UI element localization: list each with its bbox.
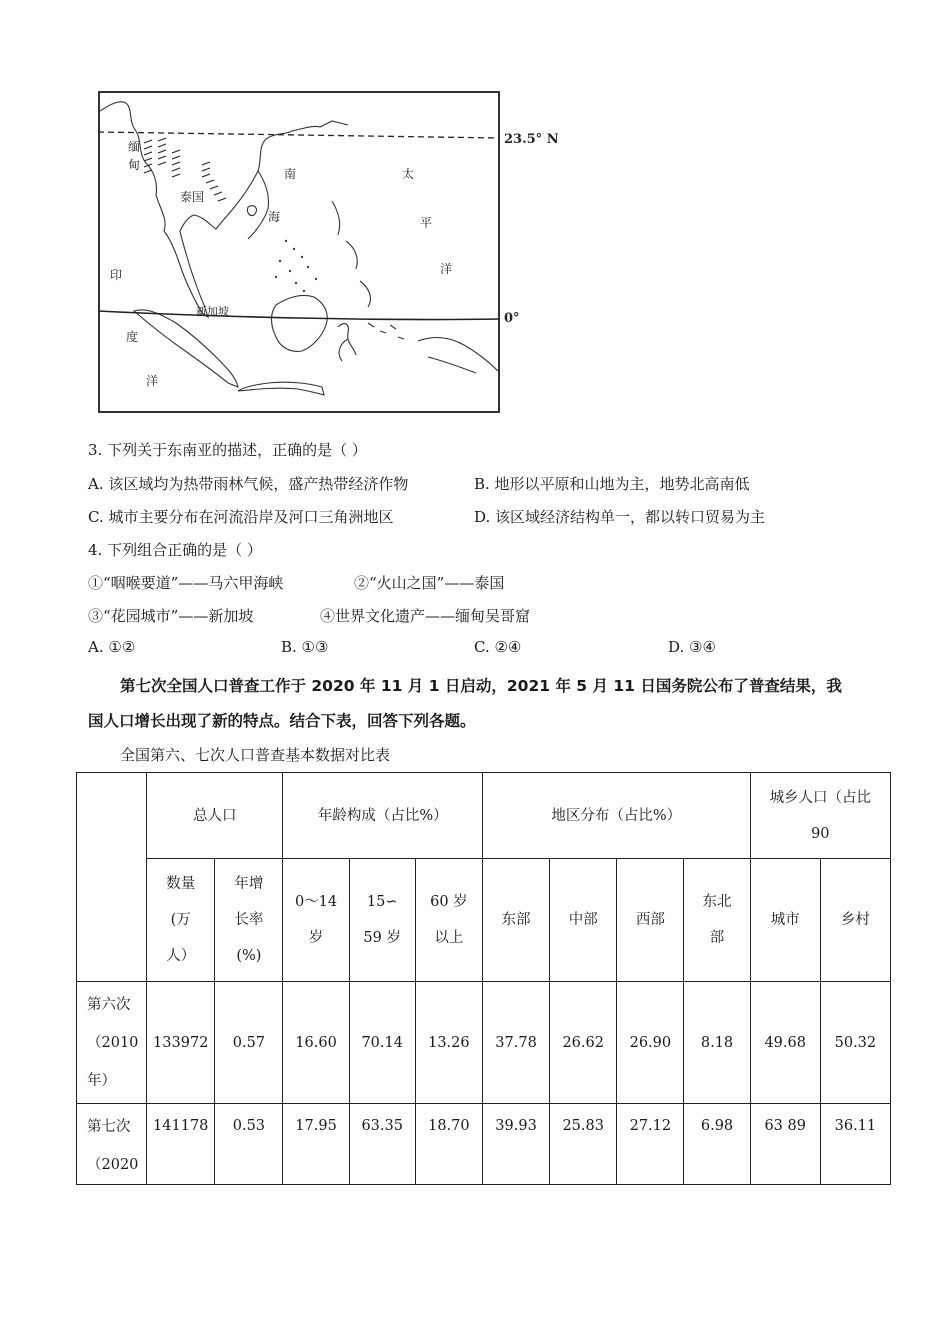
- q3-option-b: B. 地形以平原和山地为主，地势北高南低: [474, 475, 750, 493]
- map-label-hai: 海: [268, 210, 281, 224]
- q4-option-b: B. ①③: [281, 638, 329, 656]
- subheader-age-60-plus: [415, 859, 482, 982]
- row-label-sixth: [77, 982, 147, 1104]
- cell-7-age1: 17.95: [283, 1104, 349, 1185]
- cell-7-northeast: 6.98: [684, 1104, 750, 1185]
- intro-line-2: 国人口增长出现了新的特点。结合下表，回答下列各题。: [88, 712, 476, 730]
- map-label-yin: 印: [110, 268, 123, 282]
- subheader-count-line-3: 人）: [166, 948, 196, 964]
- subheader-west: 西部: [617, 859, 684, 982]
- subheader-ne-line-1: 东北: [702, 894, 732, 910]
- q4-option-d: D. ③④: [668, 638, 716, 656]
- map-label-du: 度: [126, 330, 139, 344]
- subheader-age3-line-1: 60 岁: [430, 894, 468, 910]
- map-label-nan: 南: [284, 167, 297, 181]
- cell-6-rate: 0.57: [215, 982, 283, 1104]
- header-urban-rural-line-2: 90: [811, 825, 830, 842]
- row-label-sixth-line-3: 年）: [87, 1073, 116, 1089]
- map-label-yang-pacific: 洋: [440, 262, 453, 276]
- tropic-of-cancer-label: 23.5° N: [504, 132, 559, 147]
- q4-item-3: ③“花园城市”——新加坡: [88, 607, 254, 625]
- subheader-age1-line-2: 岁: [308, 930, 324, 946]
- cell-7-city: 63 89: [750, 1104, 820, 1185]
- row-label-seventh-line-1: 第七次: [87, 1119, 131, 1135]
- map-label-thailand: 泰国: [180, 190, 205, 204]
- table-row-sixth-census: [77, 982, 891, 1104]
- subheader-count: [147, 859, 215, 982]
- cell-6-west: 26.90: [617, 982, 684, 1104]
- map-label-myanmar-2: 甸: [128, 158, 141, 172]
- map-label-yang-indian: 洋: [146, 374, 159, 388]
- cell-7-count: 141178: [147, 1104, 215, 1185]
- table-corner-cell: [77, 773, 147, 982]
- subheader-growth-rate: [215, 859, 283, 982]
- table-caption: 全国第六、七次人口普查基本数据对比表: [120, 746, 391, 764]
- subheader-count-line-1: 数量: [166, 876, 196, 892]
- map-label-tai: 太: [402, 167, 415, 181]
- equator-label: 0°: [504, 311, 520, 326]
- map-outline-drawing: [98, 91, 500, 413]
- cell-7-west: 27.12: [617, 1104, 684, 1185]
- subheader-ne-line-2: 部: [709, 930, 725, 946]
- q4-option-a: A. ①②: [88, 638, 136, 656]
- cell-6-northeast: 8.18: [684, 982, 750, 1104]
- cell-6-age2: 70.14: [349, 982, 415, 1104]
- row-label-seventh: [77, 1104, 147, 1185]
- header-urban-rural: [750, 773, 890, 859]
- subheader-age-0-14: [283, 859, 349, 982]
- subheader-age2-line-2: 59 岁: [363, 930, 401, 946]
- cell-6-rural: 50.32: [820, 982, 890, 1104]
- cell-7-age2: 63.35: [349, 1104, 415, 1185]
- header-region-distribution: 地区分布（占比%）: [482, 773, 750, 859]
- q3-option-a: A. 该区域均为热带雨林气候，盛产热带经济作物: [88, 475, 409, 493]
- q4-option-c: C. ②④: [474, 638, 522, 656]
- q4-item-4: ④世界文化遗产——缅甸吴哥窟: [320, 607, 531, 625]
- q4-item-2: ②“火山之国”——泰国: [354, 574, 505, 592]
- subheader-east: 东部: [482, 859, 549, 982]
- header-total-population: 总人口: [147, 773, 283, 859]
- cell-6-central: 26.62: [550, 982, 617, 1104]
- cell-7-age3: 18.70: [415, 1104, 482, 1185]
- row-label-sixth-line-2: （2010: [87, 1035, 139, 1051]
- cell-6-east: 37.78: [482, 982, 549, 1104]
- row-label-sixth-line-1: 第六次: [87, 997, 131, 1013]
- subheader-rate-line-3: (%): [236, 948, 262, 964]
- map-label-ping: 平: [420, 216, 433, 230]
- cell-6-count: 133972: [147, 982, 215, 1104]
- cell-7-rural: 36.11: [820, 1104, 890, 1185]
- census-table: [76, 772, 891, 1185]
- q4-stem: 4. 下列组合正确的是（ ）: [88, 541, 262, 559]
- cell-6-age3: 13.26: [415, 982, 482, 1104]
- q3-option-d: D. 该区域经济结构单一，都以转口贸易为主: [474, 508, 766, 526]
- header-age-structure: 年龄构成（占比%）: [283, 773, 483, 859]
- subheader-age2-line-1: 15∽: [366, 894, 398, 910]
- subheader-rural: 乡村: [820, 859, 890, 982]
- map-label-myanmar-1: 缅: [128, 140, 141, 154]
- cell-7-east: 39.93: [482, 1104, 549, 1185]
- header-urban-rural-line-1: 城乡人口（占比: [769, 789, 872, 806]
- subheader-central: 中部: [550, 859, 617, 982]
- subheader-age-15-59: [349, 859, 415, 982]
- cell-7-rate: 0.53: [215, 1104, 283, 1185]
- cell-7-central: 25.83: [550, 1104, 617, 1185]
- intro-line-1: 第七次全国人口普查工作于 2020 年 11 月 1 日启动，2021 年 5 月 11 日国务院公布了普查结果，我: [120, 677, 842, 695]
- subheader-rate-line-1: 年增: [234, 876, 264, 892]
- map-label-singapore: 新加坡: [196, 305, 229, 318]
- subheader-northeast: [684, 859, 750, 982]
- cell-6-city: 49.68: [750, 982, 820, 1104]
- cell-6-age1: 16.60: [283, 982, 349, 1104]
- table-row-seventh-census: [77, 1104, 891, 1185]
- q3-option-c: C. 城市主要分布在河流沿岸及河口三角洲地区: [88, 508, 394, 526]
- subheader-age3-line-2: 以上: [434, 930, 464, 946]
- subheader-rate-line-2: 长率: [234, 912, 264, 928]
- subheader-city: 城市: [750, 859, 820, 982]
- row-label-seventh-line-2: （2020: [87, 1157, 139, 1173]
- q3-stem: 3. 下列关于东南亚的描述，正确的是（ ）: [88, 441, 367, 459]
- q4-item-1: ①“咽喉要道”——马六甲海峡: [88, 574, 284, 592]
- subheader-count-line-2: (万: [170, 912, 191, 928]
- subheader-age1-line-1: 0～14: [294, 894, 338, 910]
